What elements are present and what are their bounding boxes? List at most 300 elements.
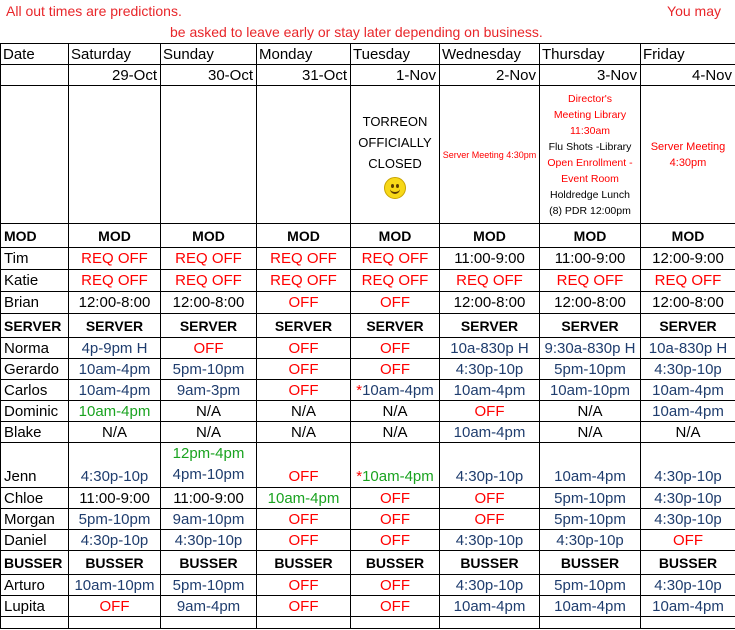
- header-thursday: Thursday: [540, 44, 641, 65]
- shift-text: OFF: [474, 489, 505, 507]
- shift-cell-thursday: [540, 551, 641, 575]
- shift-cell-thursday: [540, 359, 641, 380]
- shift-cell-wednesday: [440, 380, 540, 401]
- shift-cell-tuesday: [351, 314, 440, 338]
- shift-cell-saturday: [69, 422, 161, 443]
- shift-text: 12:00-8:00: [554, 294, 626, 311]
- shift-cell-saturday: [69, 314, 161, 338]
- shift-text: MOD: [473, 227, 506, 244]
- shift-text: 4:30p-10p: [80, 531, 149, 549]
- section-header-row: [1, 551, 735, 575]
- cutoff-cell: [440, 617, 540, 629]
- shift-cell-sunday: [161, 401, 257, 422]
- section-header-row: [1, 224, 735, 248]
- date-saturday: 29-Oct: [69, 65, 161, 86]
- shift-text: OFF: [99, 597, 130, 615]
- employee-name: Lupita: [1, 596, 69, 617]
- shift-text: 9am-10pm: [172, 510, 245, 528]
- employee-row: [1, 359, 735, 380]
- shift-text: OFF: [380, 510, 410, 528]
- shift-text-second: 4pm-10pm: [172, 466, 245, 483]
- shift-cell-sunday: [161, 443, 257, 488]
- asterisk-mark: *: [356, 468, 363, 485]
- shift-cell-sunday: [161, 509, 257, 530]
- employee-name: Norma: [1, 338, 69, 359]
- shift-cell-friday: [641, 530, 735, 551]
- thursday-event-line: Director's: [567, 92, 612, 105]
- closed-line-3: CLOSED: [368, 155, 422, 171]
- shift-cell-tuesday: [351, 224, 440, 248]
- shift-cell-saturday: [69, 575, 161, 596]
- shift-cell-monday: [257, 443, 351, 488]
- shift-cell-saturday: [69, 248, 161, 270]
- shift-text: 10am-4pm: [78, 381, 151, 399]
- shift-cell-tuesday: [351, 551, 440, 575]
- shift-text: N/A: [382, 402, 408, 420]
- predictions-note: All out times are predictions.: [6, 3, 182, 19]
- shift-text: N/A: [577, 423, 603, 441]
- shift-text: SERVER: [85, 317, 144, 334]
- shift-cell-friday: [641, 292, 735, 314]
- day-header-row: [1, 44, 735, 65]
- thursday-event-line: Flu Shots -Library: [548, 140, 632, 153]
- cutoff-cell: [540, 617, 641, 629]
- shift-cell-saturday: [69, 443, 161, 488]
- shift-text: OFF: [380, 294, 410, 311]
- shift-text: OFF: [288, 468, 319, 485]
- shift-text: 5pm-10pm: [554, 489, 626, 507]
- shift-cell-monday: [257, 338, 351, 359]
- shift-text: OFF: [673, 531, 703, 549]
- schedule-body: [1, 44, 735, 629]
- shift-cell-monday: [257, 596, 351, 617]
- shift-cell-wednesday: [440, 292, 540, 314]
- shift-cell-friday: [641, 401, 735, 422]
- shift-cell-sunday: [161, 422, 257, 443]
- events-row: [1, 86, 735, 224]
- shift-cell-sunday: [161, 575, 257, 596]
- shift-text: 11:00-9:00: [454, 250, 525, 267]
- shift-text: 10am-4pm: [652, 381, 724, 399]
- shift-text: 10am-4pm: [652, 402, 724, 420]
- shift-text: 10a-830p H: [450, 339, 529, 357]
- shift-text: 4:30p-10p: [654, 360, 722, 378]
- cutoff-cell: [351, 617, 440, 629]
- shift-cell-wednesday: [440, 575, 540, 596]
- shift-text: MOD: [287, 227, 320, 244]
- date-monday: 31-Oct: [257, 65, 351, 86]
- shift-cell-monday: [257, 422, 351, 443]
- shift-cell-thursday: [540, 292, 641, 314]
- shift-cell-wednesday: [440, 551, 540, 575]
- shift-text: REQ OFF: [175, 250, 242, 267]
- shift-cell-monday: [257, 359, 351, 380]
- shift-text: MOD: [378, 227, 412, 244]
- shift-text: 10am-4pm: [453, 381, 526, 399]
- employee-name: Daniel: [1, 530, 69, 551]
- shift-text: REQ OFF: [456, 272, 523, 289]
- shift-cell-friday: [641, 551, 735, 575]
- shift-text: SERVER: [460, 317, 519, 334]
- thursday-event-line: Event Room: [561, 172, 619, 185]
- shift-cell-friday: [641, 248, 735, 270]
- shift-text: 10am-4pm: [362, 381, 434, 399]
- shift-cell-tuesday: [351, 488, 440, 509]
- shift-text: 10am-4pm: [78, 402, 151, 420]
- shift-text: 4:30p-10p: [654, 510, 722, 528]
- shift-cell-wednesday: [440, 338, 540, 359]
- shift-text: 10am-4pm: [554, 468, 626, 485]
- shift-cell-monday: [257, 401, 351, 422]
- shift-cell-sunday: [161, 292, 257, 314]
- shift-text: BUSSER: [365, 554, 425, 571]
- events-sunday: [161, 86, 257, 224]
- section-label: MOD: [1, 224, 69, 248]
- shift-text: OFF: [288, 597, 319, 615]
- shift-text: 4:30p-10p: [455, 576, 524, 594]
- shift-cell-tuesday: [351, 422, 440, 443]
- shift-cell-tuesday: [351, 248, 440, 270]
- header-saturday: Saturday: [69, 44, 161, 65]
- shift-cell-friday: [641, 224, 735, 248]
- shift-cell-wednesday: [440, 359, 540, 380]
- shift-cell-wednesday: [440, 314, 540, 338]
- employee-row: [1, 530, 735, 551]
- shift-cell-sunday: [161, 596, 257, 617]
- shift-cell-sunday: [161, 359, 257, 380]
- cutoff-cell: [257, 617, 351, 629]
- shift-cell-thursday: [540, 596, 641, 617]
- events-wednesday: [440, 86, 540, 224]
- shift-cell-thursday: [540, 443, 641, 488]
- shift-cell-thursday: [540, 401, 641, 422]
- shift-cell-tuesday: [351, 292, 440, 314]
- header-date: Date: [1, 44, 69, 65]
- employee-name: Tim: [1, 248, 69, 270]
- shift-text: 5pm-10pm: [554, 360, 626, 378]
- employee-name: Brian: [1, 292, 69, 314]
- section-label: BUSSER: [1, 551, 69, 575]
- shift-text: 4:30p-10p: [654, 576, 722, 594]
- shift-cell-saturday: [69, 530, 161, 551]
- header-monday: Monday: [257, 44, 351, 65]
- header-wednesday: Wednesday: [440, 44, 540, 65]
- shift-text: 11:00-9:00: [554, 250, 626, 267]
- shift-cell-friday: [641, 422, 735, 443]
- shift-cell-saturday: [69, 488, 161, 509]
- employee-row: [1, 292, 735, 314]
- shift-text: MOD: [98, 227, 131, 244]
- shift-text: 12:00-8:00: [78, 294, 151, 311]
- shift-text: 5pm-10pm: [554, 576, 626, 594]
- employee-row: [1, 509, 735, 530]
- shift-text: SERVER: [366, 317, 424, 334]
- shift-cell-saturday: [69, 596, 161, 617]
- shift-cell-thursday: [540, 530, 641, 551]
- shift-text: 10am-4pm: [362, 468, 434, 485]
- shift-cell-tuesday: [351, 443, 440, 488]
- shift-text: 10am-4pm: [453, 423, 526, 441]
- shift-cell-monday: [257, 530, 351, 551]
- shift-text: SERVER: [659, 317, 717, 334]
- shift-cell-wednesday: [440, 422, 540, 443]
- shift-text: OFF: [380, 531, 410, 549]
- shift-text: 5pm-10pm: [172, 576, 245, 594]
- shift-text: 4:30p-10p: [654, 489, 722, 507]
- shift-text: 10am-4pm: [453, 597, 526, 615]
- shift-cell-thursday: [540, 380, 641, 401]
- shift-cell-monday: [257, 292, 351, 314]
- shift-cell-sunday: [161, 270, 257, 292]
- shift-cell-friday: [641, 488, 735, 509]
- shift-cell-tuesday: [351, 509, 440, 530]
- shift-text: OFF: [380, 360, 410, 378]
- shift-cell-wednesday: [440, 401, 540, 422]
- shift-cell-monday: [257, 380, 351, 401]
- closed-line-1: TORREON: [362, 113, 428, 129]
- schedule-table: [0, 43, 735, 629]
- shift-text: 5pm-10pm: [78, 510, 151, 528]
- shift-text: 12:00-8:00: [172, 294, 245, 311]
- header-friday: Friday: [641, 44, 735, 65]
- employee-name: Jenn: [1, 443, 69, 488]
- shift-cell-thursday: [540, 509, 641, 530]
- thursday-event-line: Holdredge Lunch: [550, 188, 630, 201]
- shift-text: SERVER: [274, 317, 333, 334]
- server-meeting-fri-line-1: Server Meeting: [650, 140, 726, 153]
- employee-name: Morgan: [1, 509, 69, 530]
- shift-text: OFF: [288, 381, 319, 399]
- shift-cell-friday: [641, 596, 735, 617]
- asterisk-mark: *: [356, 381, 363, 399]
- shift-text: BUSSER: [179, 554, 238, 571]
- shift-text: 10am-4pm: [267, 489, 340, 507]
- shift-cell-tuesday: [351, 380, 440, 401]
- shift-text: OFF: [474, 402, 505, 420]
- shift-text: N/A: [577, 402, 603, 420]
- date-friday: 4-Nov: [641, 65, 735, 86]
- shift-cell-tuesday: [351, 270, 440, 292]
- shift-cell-tuesday: [351, 596, 440, 617]
- shift-cell-monday: [257, 224, 351, 248]
- cutoff-cell: [641, 617, 735, 629]
- date-tuesday: 1-Nov: [351, 65, 440, 86]
- employee-row: [1, 270, 735, 292]
- shift-text: N/A: [675, 423, 701, 441]
- shift-text: 4:30p-10p: [455, 360, 524, 378]
- date-blank: [1, 65, 69, 86]
- shift-text: 4:30p-10p: [455, 531, 524, 549]
- shift-cell-wednesday: [440, 270, 540, 292]
- shift-text: 12:00-8:00: [652, 294, 724, 311]
- shift-cell-monday: [257, 248, 351, 270]
- shift-cell-wednesday: [440, 248, 540, 270]
- shift-text: 12:00-9:00: [652, 250, 724, 267]
- shift-text: 4:30p-10p: [80, 468, 149, 485]
- cutoff-cell: [69, 617, 161, 629]
- shift-text: BUSSER: [85, 554, 144, 571]
- shift-cell-sunday: [161, 380, 257, 401]
- shift-text: 5pm-10pm: [172, 360, 245, 378]
- shift-cell-thursday: [540, 224, 641, 248]
- shift-text: OFF: [288, 339, 319, 357]
- shift-cell-thursday: [540, 575, 641, 596]
- thursday-event-line: Meeting Library: [553, 108, 627, 121]
- employee-name: Dominic: [1, 401, 69, 422]
- shift-text: 10am-10pm: [549, 381, 631, 399]
- shift-cell-sunday: [161, 488, 257, 509]
- cutoff-row: [1, 617, 735, 629]
- shift-text: MOD: [671, 227, 705, 244]
- shift-cell-thursday: [540, 248, 641, 270]
- shift-cell-saturday: [69, 224, 161, 248]
- shift-cell-tuesday: [351, 575, 440, 596]
- shift-cell-saturday: [69, 338, 161, 359]
- shift-cell-sunday: [161, 338, 257, 359]
- employee-name: Katie: [1, 270, 69, 292]
- shift-text: N/A: [101, 423, 127, 441]
- shift-cell-friday: [641, 270, 735, 292]
- shift-cell-monday: [257, 270, 351, 292]
- shift-text: 4:30p-10p: [556, 531, 624, 549]
- shift-cell-wednesday: [440, 224, 540, 248]
- shift-cell-tuesday: [351, 401, 440, 422]
- employee-name: Arturo: [1, 575, 69, 596]
- shift-cell-thursday: [540, 270, 641, 292]
- date-thursday: 3-Nov: [540, 65, 641, 86]
- employee-row: [1, 380, 735, 401]
- shift-cell-friday: [641, 338, 735, 359]
- shift-cell-sunday: [161, 314, 257, 338]
- shift-cell-sunday: [161, 551, 257, 575]
- employee-name: Blake: [1, 422, 69, 443]
- shift-cell-friday: [641, 359, 735, 380]
- events-friday: [641, 86, 735, 224]
- shift-cell-monday: [257, 551, 351, 575]
- shift-cell-wednesday: [440, 530, 540, 551]
- shift-cell-tuesday: [351, 530, 440, 551]
- shift-cell-sunday: [161, 248, 257, 270]
- shift-text: 10am-4pm: [78, 360, 151, 378]
- shift-text: MOD: [192, 227, 225, 244]
- date-wednesday: 2-Nov: [440, 65, 540, 86]
- shift-cell-wednesday: [440, 596, 540, 617]
- shift-text: SERVER: [179, 317, 238, 334]
- shift-text: 10am-10pm: [74, 576, 155, 594]
- shift-text: REQ OFF: [175, 272, 242, 289]
- shift-cell-friday: [641, 575, 735, 596]
- employee-row: [1, 443, 735, 488]
- employee-row: [1, 575, 735, 596]
- shift-text: OFF: [288, 294, 319, 311]
- shift-cell-saturday: [69, 270, 161, 292]
- shift-cell-saturday: [69, 551, 161, 575]
- events-saturday: [69, 86, 161, 224]
- shift-text: 10a-830p H: [648, 339, 728, 357]
- employee-name: Carlos: [1, 380, 69, 401]
- header-sunday: Sunday: [161, 44, 257, 65]
- employee-row: [1, 401, 735, 422]
- section-label: SERVER: [1, 314, 69, 338]
- shift-text: OFF: [193, 339, 224, 357]
- shift-cell-saturday: [69, 401, 161, 422]
- shift-cell-friday: [641, 443, 735, 488]
- shift-text: 12:00-8:00: [453, 294, 526, 311]
- shift-cell-saturday: [69, 292, 161, 314]
- shift-cell-friday: [641, 380, 735, 401]
- may-note: You may: [667, 3, 721, 19]
- shift-cell-wednesday: [440, 488, 540, 509]
- shift-text: N/A: [290, 423, 316, 441]
- shift-text: BUSSER: [658, 554, 718, 571]
- shift-text: OFF: [288, 360, 319, 378]
- shift-text: REQ OFF: [270, 272, 337, 289]
- events-monday: [257, 86, 351, 224]
- server-meeting-wed: Server Meeting 4:30pm: [442, 149, 537, 160]
- shift-cell-friday: [641, 509, 735, 530]
- shift-text: OFF: [288, 531, 319, 549]
- employee-row: [1, 422, 735, 443]
- shift-cell-sunday: [161, 530, 257, 551]
- shift-text: SERVER: [561, 317, 619, 334]
- employee-row: [1, 338, 735, 359]
- shift-text: REQ OFF: [361, 250, 429, 267]
- shift-cell-monday: [257, 509, 351, 530]
- shift-text: BUSSER: [274, 554, 333, 571]
- shift-text: OFF: [288, 576, 319, 594]
- shift-cell-thursday: [540, 338, 641, 359]
- shift-text: OFF: [380, 597, 410, 615]
- smiley-icon: [384, 177, 406, 199]
- shift-cell-saturday: [69, 359, 161, 380]
- shift-text: N/A: [195, 402, 221, 420]
- shift-text: 5pm-10pm: [554, 510, 626, 528]
- employee-name: Gerardo: [1, 359, 69, 380]
- header-tuesday: Tuesday: [351, 44, 440, 65]
- thursday-event-line: (8) PDR 12:00pm: [549, 204, 631, 217]
- shift-text: OFF: [474, 510, 505, 528]
- cutoff-cell: [1, 617, 69, 629]
- employee-name: Chloe: [1, 488, 69, 509]
- date-row: [1, 65, 735, 86]
- shift-text: 4:30p-10p: [174, 531, 243, 549]
- shift-text: OFF: [380, 489, 410, 507]
- closed-line-2: OFFICIALLY: [358, 134, 432, 150]
- shift-cell-monday: [257, 488, 351, 509]
- shift-text: 9am-4pm: [176, 597, 241, 615]
- events-tuesday: [351, 86, 440, 224]
- shift-text: REQ OFF: [654, 272, 722, 289]
- shift-cell-friday: [641, 314, 735, 338]
- shift-text: 10am-4pm: [652, 597, 724, 615]
- shift-cell-sunday: [161, 224, 257, 248]
- shift-text: REQ OFF: [81, 250, 148, 267]
- shift-text: 9:30a-830p H: [544, 339, 636, 357]
- shift-cell-thursday: [540, 314, 641, 338]
- shift-text: MOD: [573, 227, 607, 244]
- shift-text: 11:00-9:00: [79, 489, 150, 507]
- shift-text: 11:00-9:00: [173, 489, 244, 507]
- shift-text: N/A: [382, 423, 408, 441]
- shift-text: REQ OFF: [270, 250, 337, 267]
- employee-row: [1, 248, 735, 270]
- shift-text: OFF: [380, 576, 410, 594]
- shift-cell-monday: [257, 314, 351, 338]
- shift-text: 9am-3pm: [176, 381, 241, 399]
- employee-row: [1, 488, 735, 509]
- shift-text: 10am-4pm: [554, 597, 626, 615]
- shift-cell-tuesday: [351, 359, 440, 380]
